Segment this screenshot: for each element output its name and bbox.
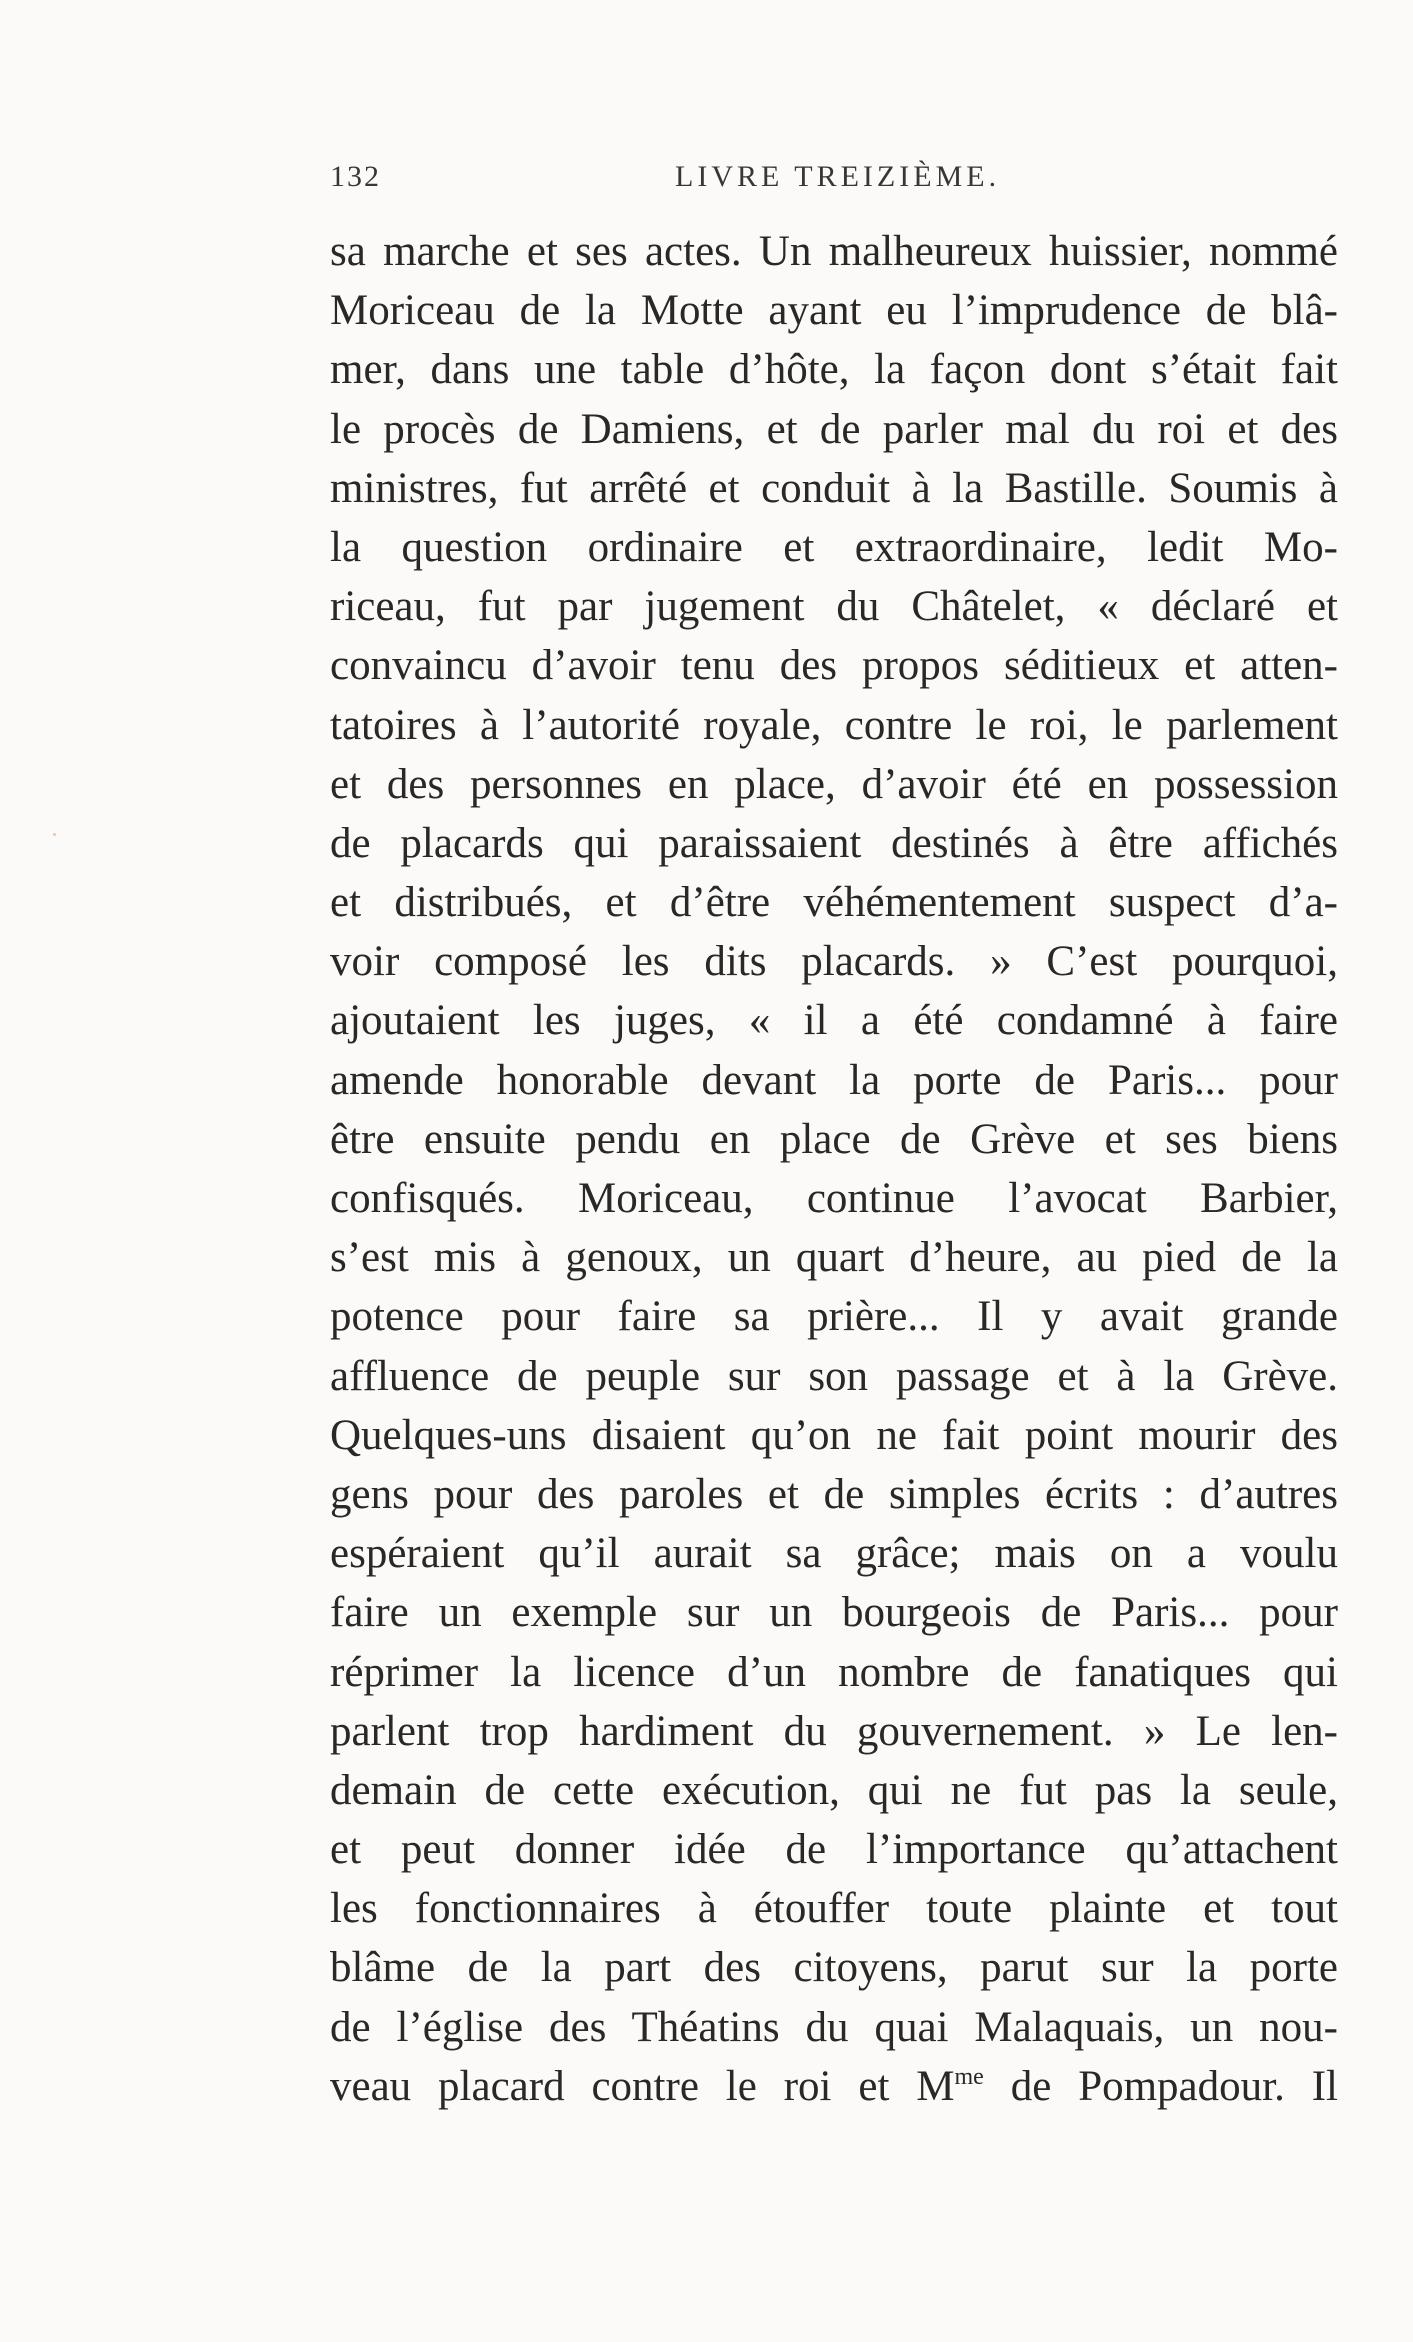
text-line: espéraient qu’il aurait sa grâce; mais on a voulu — [330, 1530, 1338, 1578]
text-line: être ensuite pendu en place de Grève et ses biens — [330, 1115, 1338, 1163]
text-line: de l’église des Théatins du quai Malaquais, un nou- — [330, 2003, 1338, 2051]
text-line: amende honorable devant la porte de Paris... pour — [330, 1056, 1338, 1104]
text-line: convaincu d’avoir tenu des propos séditieux et atten- — [330, 642, 1338, 690]
text-line: et des personnes en place, d’avoir été en possession — [330, 760, 1338, 808]
text-line: gens pour des paroles et de simples écrits : d’autres — [330, 1470, 1338, 1518]
text-line: le procès de Damiens, et de parler mal du roi et des — [330, 405, 1338, 453]
text-line: affluence de peuple sur son passage et à la Grève. — [330, 1352, 1338, 1400]
text-line: ministres, fut arrêté et conduit à la Bastille. Soumis à — [330, 464, 1338, 512]
text-line: les fonctionnaires à étouffer toute plainte et tout — [330, 1885, 1338, 1933]
text-line: mer, dans une table d’hôte, la façon dont s’était fait — [330, 346, 1338, 394]
text-line: et peut donner idée de l’importance qu’attachent — [330, 1826, 1338, 1874]
text-line-last — [330, 2057, 1338, 2116]
text-line: tatoires à l’autorité royale, contre le roi, le parlement — [330, 701, 1338, 749]
text-line: sa marche et ses actes. Un malheureux huissier, nommé — [330, 228, 1338, 275]
running-title: LIVRE TREIZIÈME. — [675, 160, 1001, 193]
text-line: faire un exemple sur un bourgeois de Paris... pour — [330, 1589, 1338, 1637]
text-line: Quelques-uns disaient qu’on ne fait point mourir des — [330, 1411, 1338, 1459]
text-line: de placards qui paraissaient destinés à être affichés — [330, 819, 1338, 867]
text-line: demain de cette exécution, qui ne fut pas la seule, — [330, 1766, 1338, 1814]
text-line: s’est mis à genoux, un quart d’heure, au pied de la — [330, 1234, 1338, 1282]
text-line: ajoutaient les juges, « il a été condamné à faire — [330, 997, 1338, 1045]
paper-speck — [53, 833, 56, 836]
text-line: et distribués, et d’être véhémentement suspect d’a- — [330, 879, 1338, 927]
text-line: parlent trop hardiment du gouvernement. » Le len- — [330, 1707, 1338, 1755]
page-header — [330, 160, 1010, 200]
text-line: réprimer la licence d’un nombre de fanatiques qui — [330, 1648, 1338, 1696]
text-line: la question ordinaire et extraordinaire, ledit Mo- — [330, 523, 1338, 571]
text-line: blâme de la part des citoyens, parut sur la porte — [330, 1944, 1338, 1992]
body-text — [330, 222, 1340, 2116]
text-line: riceau, fut par jugement du Châtelet, « déclaré et — [330, 583, 1338, 631]
text-line: confisqués. Moriceau, continue l’avocat Barbier, — [330, 1175, 1338, 1222]
page-number: 132 — [330, 160, 381, 193]
last-line-end: de Pompadour. Il — [983, 2062, 1338, 2110]
text-line: potence pour faire sa prière... Il y avait grande — [330, 1293, 1338, 1341]
text-line: voir composé les dits placards. » C’est pourquoi, — [330, 938, 1338, 986]
superscript-abbreviation: me — [954, 2063, 984, 2090]
text-line: Moriceau de la Motte ayant eu l’imprudence de blâ- — [330, 287, 1338, 335]
last-line-start: veau placard contre le roi et M — [330, 2062, 955, 2110]
